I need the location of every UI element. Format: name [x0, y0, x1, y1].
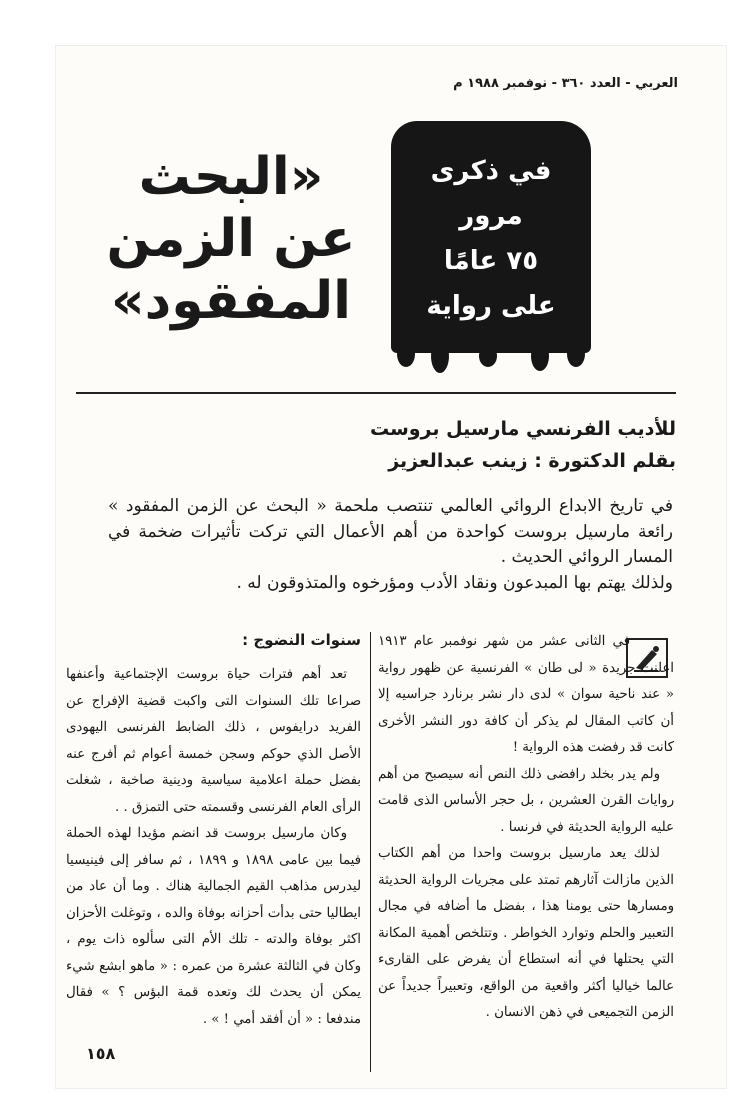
banner-line: في ذكرى: [430, 156, 552, 186]
body-paragraph: في الثانى عشر من شهر نوفمبر عام ١٩١٣ اعلنت جريدة « لى طان » الفرنسية عن ظهور رواية « عند ناحية سوان » لدى دار نشر برنارد جراسيه إلا أن كاتب المقال لم يذكر أن كافة دور النشر الأخرى كانت قد رفضت هذه الرواية !: [378, 634, 674, 755]
ink-drip-decoration: [431, 339, 449, 373]
article-column-right: [378, 629, 674, 1027]
issue-header: العربي - العدد ٣٦٠ - نوفمبر ١٩٨٨ م: [453, 76, 678, 91]
body-paragraph: ولم يدر بخلد رافضى ذلك النص أنه سيصبح من أهم روايات القرن العشرين ، بل حجر الأساس الذى قامت عليه الرواية الحديثة في فرنسا .: [378, 766, 674, 835]
ink-drip-decoration: [397, 341, 415, 367]
title-line: عن الزمن: [106, 209, 356, 269]
anniversary-banner: [391, 121, 591, 353]
title-line: المفقود»: [111, 271, 351, 331]
magazine-page: [55, 45, 727, 1089]
author-byline: بقلم الدكتورة : زينب عبدالعزيز: [388, 450, 676, 472]
banner-line: ٧٥ عامًا: [443, 246, 539, 276]
article-column-left: [66, 626, 361, 1033]
intro-paragraph: في تاريخ الابداع الروائي العالمي تنتصب ملحمة « البحث عن الزمن المفقود » رائعة مارسيل بروست كواحدة من أهم الأعمال التي تركت تأثيرات ضخمة في المسار الروائي الحديث .: [108, 496, 673, 567]
article-intro: [108, 494, 673, 596]
ink-drip-decoration: [531, 341, 549, 371]
horizontal-divider: [76, 392, 676, 394]
article-title: [86, 146, 376, 332]
body-paragraph: وكان مارسيل بروست قد انضم مؤيدا لهذه الحملة فيما بين عامى ١٨٩٨ و ١٨٩٩ ، ثم سافر إلى فينيسيا ليدرس مذاهب القيم الجمالية هناك . وما أن عاد من ايطاليا حتى بدأت أحزانه بوفاة والده ، وتوغلت الأحزان اكثر بوفاة والدته - تلك الأم التى سألوه ذات يوم ، وكان في الثالثة عشرة من عمره : « ماهو ابشع شيء يمكن أن يحدث لك وتعده قمة البؤس ؟ » فقال مندفعا : « أن أفقد أمي ! » .: [66, 826, 361, 1027]
title-line: «البحث: [138, 147, 324, 207]
body-paragraph: تعد أهم فترات حياة بروست الإجتماعية وأعنفها صراعا تلك السنوات التى واكبت قضية الإفراج عن الفريد درايفوس ، ذلك الضابط الفرنسى اليهودى الأصل الذي حوكم وسجن خمسة أعوام ثم أفرج عنه بفضل حملة اعلامية سياسية ودينية صاخبة ، شغلت الرأى العام الفرنسى وقسمته حتى التمزق . .: [66, 667, 361, 815]
body-paragraph: لذلك يعد مارسيل بروست واحدا من أهم الكتاب الذين مازالت آثارهم تمتد على مجريات الرواية الحديثة ومسارها حتى يومنا هذا ، بفضل ما أضافه في مجال التعبير والحلم وتوارد الخواطر . وتتلخص أهمية المكانة التي يحتلها في أنه استطاع أن يفرض على القارىء عالما خياليا أكثر واقعية من الواقع، وتعبيراً جديداً عن الزمن التجميعى في ذهن الانسان .: [378, 846, 674, 1020]
author-subject-line: للأديب الفرنسي مارسيل بروست: [369, 418, 676, 440]
banner-line: مرور: [459, 201, 523, 231]
ink-drip-decoration: [479, 345, 497, 367]
column-divider: [370, 632, 371, 1072]
page-number: ١٥٨: [86, 1044, 116, 1063]
ink-drip-decoration: [567, 341, 585, 367]
banner-line: على رواية: [426, 291, 556, 321]
intro-paragraph: ولذلك يهتم بها المبدعون ونقاد الأدب ومؤرخوه والمتذوقون له .: [236, 572, 673, 593]
section-heading: سنوات النضوج :: [242, 631, 361, 649]
